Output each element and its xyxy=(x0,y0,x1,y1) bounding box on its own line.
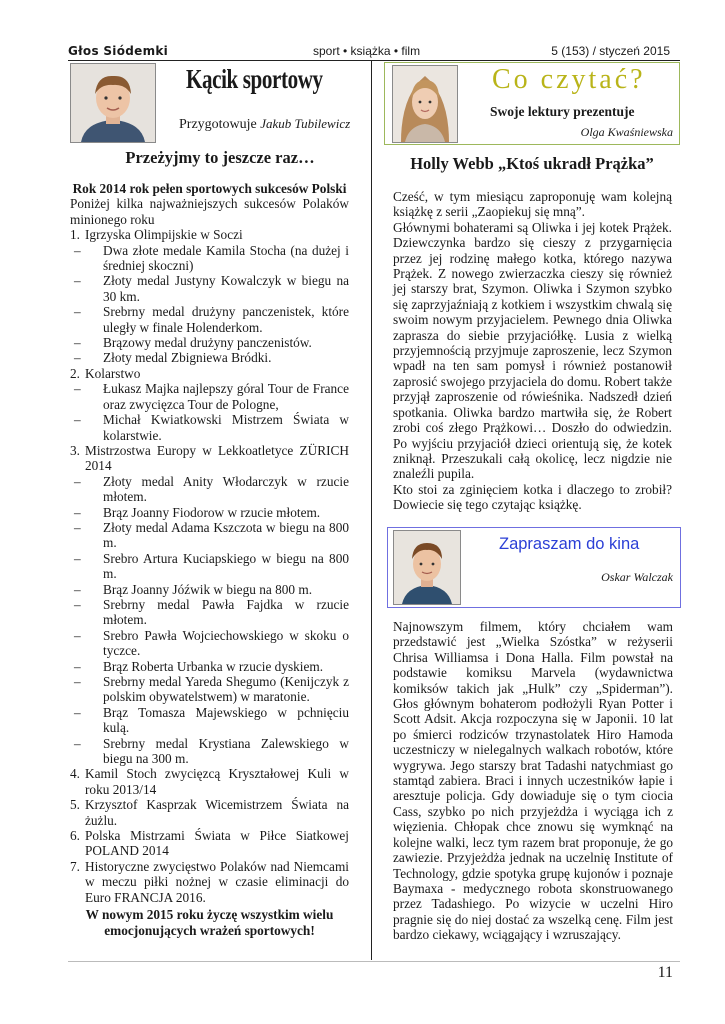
book-review xyxy=(393,189,672,513)
dash-bullet: – xyxy=(74,550,81,566)
achievement-subitem xyxy=(70,381,349,412)
book-paragraph: Cześć, w tym miesiącu zaproponuję wam kolejną książkę z serii „Zaopiekuj się mną”. xyxy=(393,189,672,220)
sport-author: Jakub Tubilewicz xyxy=(260,116,351,131)
dash-bullet: – xyxy=(74,704,81,720)
dash-bullet: – xyxy=(74,596,81,612)
achievement-subitem xyxy=(70,273,349,304)
sport-subtitle: Przeżyjmy to jeszcze raz… xyxy=(125,148,315,167)
achievement-subitem xyxy=(70,412,349,443)
dash-bullet: – xyxy=(74,381,81,397)
books-title: Co czytać? xyxy=(492,64,646,95)
achievement-subitem-text: Srebro Pawła Wojciechowskiego w skoku o tyczce. xyxy=(103,627,349,659)
achievement-subitem-text: Złoty medal Anity Włodarczyk w rzucie młotem. xyxy=(103,473,349,505)
achievement-subitem-text: Brąz Joanny Jóźwik w biegu na 800 m. xyxy=(103,581,313,597)
issue-label: 5 (153) / styczeń 2015 xyxy=(551,44,670,58)
achievement-subitem-text: Brąz Joanny Fiodorow w rzucie młotem. xyxy=(103,504,321,520)
achievement-subitem-text: Srebrny medal drużyny panczenistek, które uległy w finale Holenderkom. xyxy=(103,304,349,335)
cinema-author: Oskar Walczak xyxy=(601,570,673,584)
book-headline: Holly Webb „Ktoś ukradł Prążka” xyxy=(410,154,654,173)
achievement-text: Mistrzostwa Europy w Lekkoatletyce ZÜRICH 2014 xyxy=(85,442,349,474)
achievement-subitem-text: Srebrny medal Krystiana Zalewskiego w biegu na 300 m. xyxy=(103,735,349,767)
sport-byline xyxy=(179,116,350,133)
achievement-subitem xyxy=(70,705,349,736)
achievement-text: Kolarstwo xyxy=(85,365,141,381)
achievement-subitem xyxy=(70,243,349,274)
achievement-subitem-text: Złoty medal Adama Kszczota w biegu na 800 m. xyxy=(103,519,349,551)
dash-bullet: – xyxy=(74,519,81,535)
author-photo-oskar xyxy=(393,530,461,605)
sport-lead: Rok 2014 rok pełen sportowych sukcesów Polski xyxy=(72,181,347,196)
achievement-number: 4. xyxy=(70,766,80,782)
achievement-subitem xyxy=(70,304,349,335)
sport-closing: W nowym 2015 roku życzę wszystkim wielu emocjonujących wrażeń sportowych! xyxy=(85,907,334,938)
achievement-subitem-text: Brąz Roberta Urbanka w rzucie dyskiem. xyxy=(103,658,324,674)
sport-title: Kącik sportowy xyxy=(186,64,323,94)
achievement-subitem-text: Srebrny medal Yareda Shegumo (Kenijczyk z polskim obywatelstwem) w maratonie. xyxy=(103,674,349,705)
footer-rule xyxy=(68,961,680,962)
achievements-list xyxy=(70,227,349,905)
dash-bullet: – xyxy=(74,674,81,689)
achievement-item xyxy=(70,227,349,366)
achievement-text: Kamil Stoch zwycięzcą Kryształowej Kuli w roku 2013/14 xyxy=(85,766,349,797)
achievement-subitem-text: Dwa złote medale Kamila Stocha (na dużej i średniej skoczni) xyxy=(103,242,349,274)
achievement-item xyxy=(70,766,349,797)
achievement-subitem xyxy=(70,474,349,505)
books-author: Olga Kwaśniewska xyxy=(580,125,673,139)
dash-bullet: – xyxy=(74,735,81,751)
cinema-review xyxy=(393,619,673,943)
achievement-subitem xyxy=(70,505,349,520)
achievement-subitem-text: Michał Kwiatkowski Mistrzem Świata w kolarstwie. xyxy=(103,412,349,443)
achievement-number: 1. xyxy=(70,227,80,243)
prepared-label: Przygotowuje xyxy=(179,117,257,132)
achievement-subitem-text: Łukasz Majka najlepszy góral Tour de France oraz zwycięzca Tour de Pologne, xyxy=(103,381,349,412)
dash-bullet: – xyxy=(74,581,81,597)
achievement-number: 7. xyxy=(70,858,80,874)
page-number: 11 xyxy=(657,964,673,981)
dash-bullet: – xyxy=(74,412,81,428)
achievement-text: Igrzyska Olimpijskie w Soczi xyxy=(85,227,243,243)
author-photo-jakub xyxy=(70,63,156,143)
achievement-text: Krzysztof Kasprzak Wicemistrzem Świata na żużlu. xyxy=(85,797,349,828)
achievement-text: Polska Mistrzami Świata w Piłce Siatkowej POLAND 2014 xyxy=(85,828,349,859)
achievement-subitem xyxy=(70,520,349,551)
achievement-subitem xyxy=(70,551,349,582)
achievement-number: 2. xyxy=(70,365,80,381)
achievement-number: 3. xyxy=(70,442,80,458)
sport-article xyxy=(70,181,349,938)
achievement-item xyxy=(70,859,349,905)
author-photo-olga xyxy=(392,65,458,143)
achievement-subitem xyxy=(70,674,349,705)
achievement-subitem xyxy=(70,582,349,597)
achievement-subitem-text: Złoty medal Justyny Kowalczyk w biegu na 30 km. xyxy=(103,273,349,304)
publication-name: Głos Siódemki xyxy=(68,44,169,58)
dash-bullet: – xyxy=(74,273,81,289)
dash-bullet: – xyxy=(74,304,81,320)
achievement-subitem xyxy=(70,597,349,628)
achievement-subitem-text: Brąz Tomasza Majewskiego w pchnięciu kulą. xyxy=(103,704,349,736)
achievement-item xyxy=(70,443,349,767)
achievement-item xyxy=(70,828,349,859)
dash-bullet: – xyxy=(74,242,81,258)
section-label: sport • książka • film xyxy=(313,44,421,58)
achievement-item xyxy=(70,797,349,828)
achievement-number: 5. xyxy=(70,797,80,813)
dash-bullet: – xyxy=(74,627,81,643)
achievement-subitem-text: Srebrny medal Pawła Fajdka w rzucie młotem. xyxy=(103,596,349,628)
dash-bullet: – xyxy=(74,335,81,351)
dash-bullet: – xyxy=(74,504,81,520)
book-paragraph: Kto stoi za zginięciem kotka i dlaczego to zrobił? Dowiecie się tego czytając książkę. xyxy=(393,481,672,513)
achievement-text: Historyczne zwycięstwo Polaków nad Niemcami w meczu piłki nożnej w czasie eliminacji do Euro FRANCJA 2016. xyxy=(85,858,349,905)
book-paragraph: Głównymi bohaterami są Oliwka i jej kotek Prążek. Dziewczynka bardzo się cieszy z przygarnięcia przez jej rodzinę małego kotka, którego nazywa Prążek. Z nowego zwierzaczka cieszy się również jej starszy brat, Szymon. Oliwka i Szymon szybko się zaprzyjaźniają z kotkiem i wszystkim chwalą się swoim nowym przyjacielem. Pewnego dnia Oliwka zaprasza do siebie przyjaciółkę. Lusia z wielką przyjemnością przyjmuje zaproszenie, lecz Szymon wpadł na ten sam pomysł i również postanowił zaprosić swojego przyjaciela do domu. Robert także przyjął zaproszenie od rówieśnika. Nadszedł dzień spotkania. Oliwka bardzo martwiła się, że Robert zrobi coś złego Prążkowi… Doszło do odwiedzin. Po wyjściu przyjaciół dzieci orientują się, że kotek zniknął. Przeszukali całą okolicę, lecz nigdzie nie znaleźli pupila. xyxy=(393,219,672,482)
achievement-number: 6. xyxy=(70,828,80,844)
dash-bullet: – xyxy=(74,658,81,674)
cinema-paragraph: Najnowszym filmem, który chciałem wam przedstawić jest „Wielka Szóstka” w reżyserii Chrisa Williamsa i Dona Halla. Film powstał na podstawie komiksu Marvela (wydawnictwa komiksów takich jak „Hulk” czy „Spiderman”). Głos głównym bohaterom podłożyli Ryan Potter i Scott Adsit. Akcja rozpoczyna się w Japonii. 10 lat po śmierci rodziców trzynastolatek Hiro Hamoda uczestniczy w nielegalnych walkach robotów, które wygrywa. Jego starszy brat Tadashi natychmiast go stamtąd zabiera. Braci i innych uczestników łapie i aresztuje policja. Gdy dowiaduje się o tym ciocia Cass, szybko po nich przyjeżdża i wyciąga ich z więzienia. Chłopak chce znowu się wymknąć na kolejne walki, lecz tym razem brat proponuje, że go zawiezie. Przyjeżdża jednak na uczelnię Institute of Technology, gdzie spotyka grupę kujonów i poznaje Baymaxa - medycznego robota skonstruowanego przez Tadashiego. Po wizycie w uczelni Hiro pragnie się do niej dostać za wszelką cenę. Film jest bardzo ciekawy, wciągający i wzruszający. xyxy=(393,619,673,943)
header-rule xyxy=(68,60,680,61)
achievement-item xyxy=(70,366,349,443)
dash-bullet: – xyxy=(74,350,81,366)
achievement-subitem xyxy=(70,736,349,767)
achievement-subitem xyxy=(70,335,349,350)
books-subtitle: Swoje lektury prezentuje xyxy=(490,104,635,119)
achievement-subitem-text: Srebro Artura Kuciapskiego w biegu na 800 m. xyxy=(103,550,349,582)
sport-intro: Poniżej kilka najważniejszych sukcesów Polaków minionego roku xyxy=(70,196,349,227)
achievement-subitem-text: Brązowy medal drużyny panczenistów. xyxy=(103,335,312,351)
achievement-subitem xyxy=(70,659,349,674)
dash-bullet: – xyxy=(74,473,81,489)
cinema-title: Zapraszam do kina xyxy=(499,535,640,553)
achievement-subitem xyxy=(70,350,349,365)
column-divider xyxy=(371,60,372,960)
achievement-subitem-text: Złoty medal Zbigniewa Bródki. xyxy=(103,350,272,366)
achievement-subitem xyxy=(70,628,349,659)
